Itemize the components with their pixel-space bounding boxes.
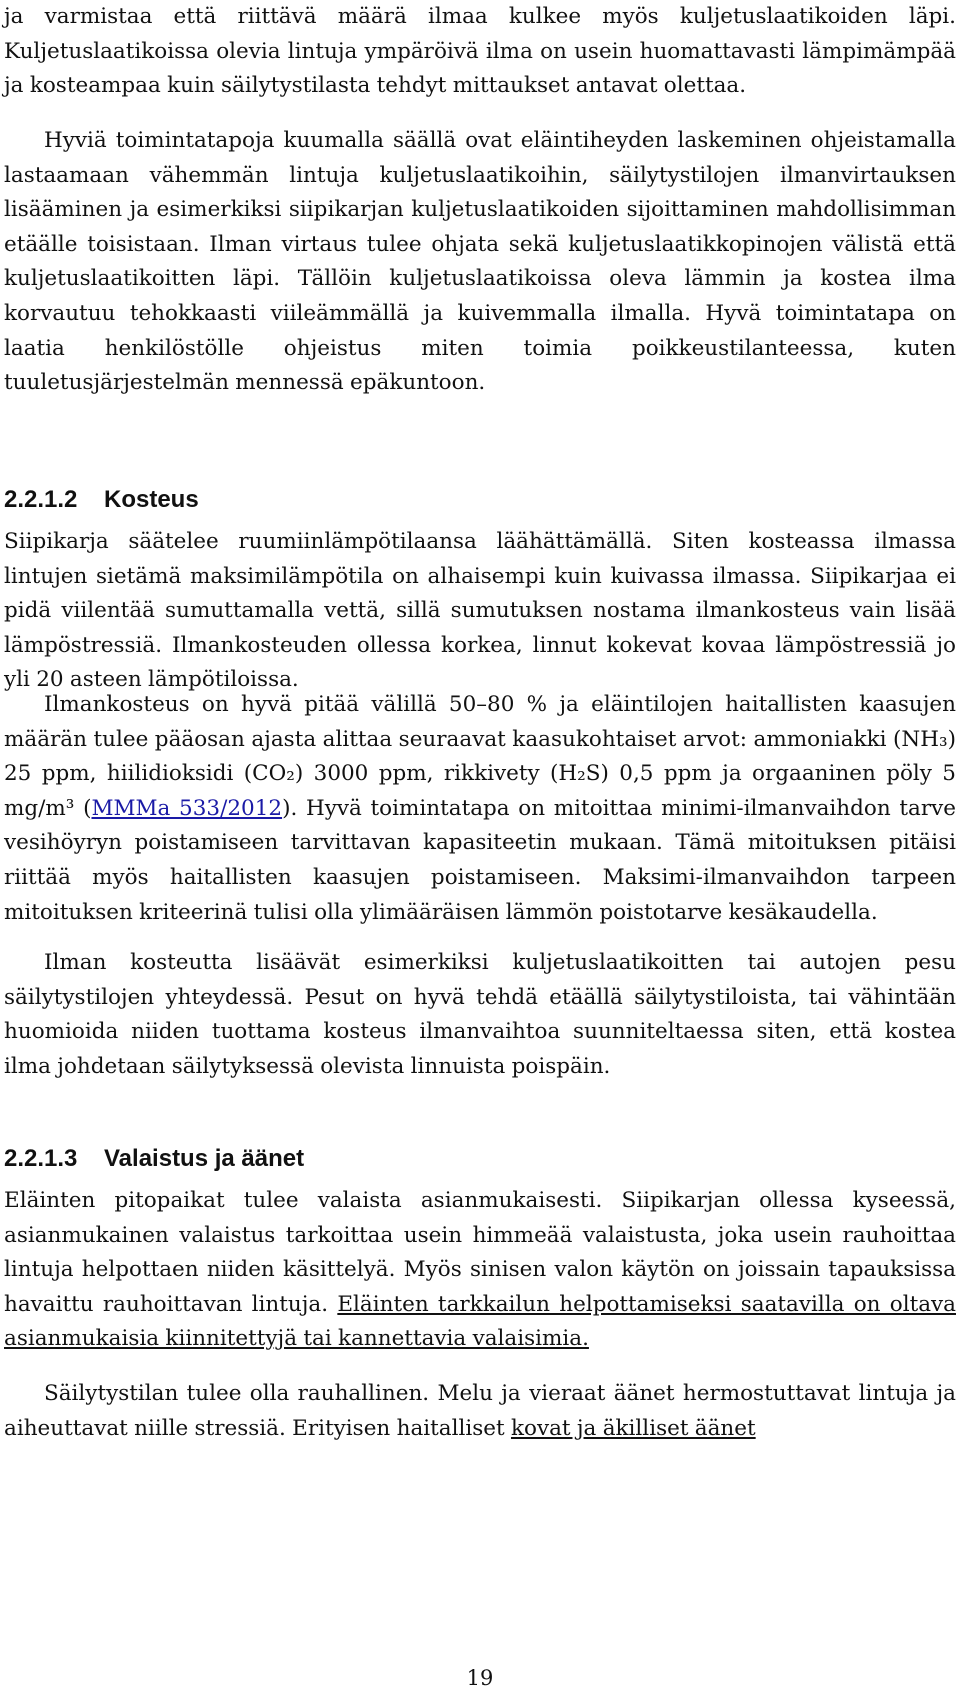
paragraph-humidity-intro <box>4 525 956 698</box>
paragraph-text: ). Hyvä toimintatapa on mitoittaa minimi-ilmanvaihdon tarve vesihöyryn poistamiseen tarvittavan kapasiteetin mukaan. Tämä mitoituksen pitäisi riittää myös haitallisten kaasujen poistamiseen. Maksimi-ilmanvaihdon tarpeen mitoituksen kriteerinä tulisi olla ylimääräisen lämmön poistotarve kesäkaudella. <box>4 795 956 925</box>
heading-title: Valaistus ja äänet <box>104 1145 305 1172</box>
heading-number: 2.2.1.3 <box>4 1145 78 1172</box>
paragraph-lighting <box>4 1184 956 1357</box>
heading-kosteus <box>4 485 199 515</box>
heading-title: Kosteus <box>104 486 199 513</box>
heading-number: 2.2.1.2 <box>4 486 78 513</box>
paragraph-text: Siipikarja säätelee ruumiinlämpötilaansa läähättämällä. Siten kosteassa ilmassa lintujen sietämä maksimilämpötila on alhaisempi kuin kuivassa ilmassa. Siipikarjaa ei pidä viilentää sumuttamalla vettä, sillä sumutuksen nostama ilmankosteus vain lisää lämpöstressiä. Ilmankosteuden ollessa korkea, linnut kokevat kovaa lämpöstressiä jo yli 20 asteen lämpötiloissa. <box>4 529 956 693</box>
paragraph-humidity-limits <box>4 688 956 930</box>
paragraph-text: Ilmankosteus on hyvä pitää välillä 50–80 % ja eläintilojen haitallisten kaasujen määrän tulee pääosan ajasta alittaa seuraavat kaasukohtaiset arvot: ammoniakki (NH₃) 25 ppm, hiilidioksidi (CO₂) 3000 ppm, rikkivety (H₂S) 0,5 ppm ja orgaaninen pöly 5 mg/m³ ( <box>4 692 956 821</box>
paragraph-text: Eläinten pitopaikat tulee valaista asianmukaisesti. Siipikarjan ollessa kyseessä, asianmukainen valaistus tarkoittaa usein himmeää valaistusta, joka usein rauhoittaa lintuja helpottaen niiden käsittelyä. Myös sinisen valon käytön on joissain tapauksissa havaittu rauhoittavan lintuja. <box>4 1188 956 1317</box>
page-number: 19 <box>466 1666 494 1690</box>
paragraph-transport-air: ja varmistaa että riittävä määrä ilmaa kulkee myös kuljetuslaatikoiden läpi. Kuljetuslaatikoissa olevia lintuja ympäröivä ilma on usein huomattavasti lämpimämpää ja kosteampaa kuin säilytystilasta tehdyt mittaukset antavat olettaa. <box>4 4 956 99</box>
paragraph-washing-humidity <box>4 946 956 1084</box>
underlined-text: kovat ja äkilliset äänet <box>510 1415 756 1441</box>
paragraph-noise <box>4 1377 956 1446</box>
paragraph-text: Säilytystilan tulee olla rauhallinen. Melu ja vieraat äänet hermostuttavat lintuja ja aiheuttavat niille stressiä. Erityisen haitalliset <box>4 1381 956 1441</box>
paragraph-hot-weather-practices: Hyviä toimintatapoja kuumalla säällä ovat eläintiheyden laskeminen ohjeistamalla lastaamaan vähemmän lintuja kuljetuslaatikoihin, säilytystilojen ilmanvirtauksen lisääminen ja esimerkiksi siipikarjan kuljetuslaatikoiden sijoittaminen mahdollisimman etäälle toisistaan. Ilman virtaus tulee ohjata sekä kuljetuslaatikkopinojen välistä että kuljetuslaatikoitten läpi. Tällöin kuljetuslaatikoissa oleva lämmin ja kostea ilma korvautuu tehokkaasti viileämmällä ja kuivemmalla ilmalla. Hyvä toimintatapa on laatia henkilöstölle ohjeistus miten toimia poikkeustilanteessa, kuten tuuletusjärjestelmän mennessä epäkuntoon. <box>4 128 956 396</box>
paragraph-text: Ilman kosteutta lisäävät esimerkiksi kuljetuslaatikoitten tai autojen pesu säilytystilojen yhteydessä. Pesut on hyvä tehdä etäällä säilytystiloista, tai vähintään huomioida niiden tuottama kosteus ilmanvaihtoa suunniteltaessa siten, että kostea ilma johdetaan säilytyksessä olevista linnuista poispäin. <box>4 950 956 1079</box>
regulation-link[interactable]: MMMa 533/2012 <box>91 795 283 821</box>
heading-valaistus <box>4 1144 304 1174</box>
underlined-text: Eläinten tarkkailun helpottamiseksi saatavilla on oltava asianmukaisia kiinnitettyjä tai kannettavia valaisimia. <box>4 1291 956 1352</box>
